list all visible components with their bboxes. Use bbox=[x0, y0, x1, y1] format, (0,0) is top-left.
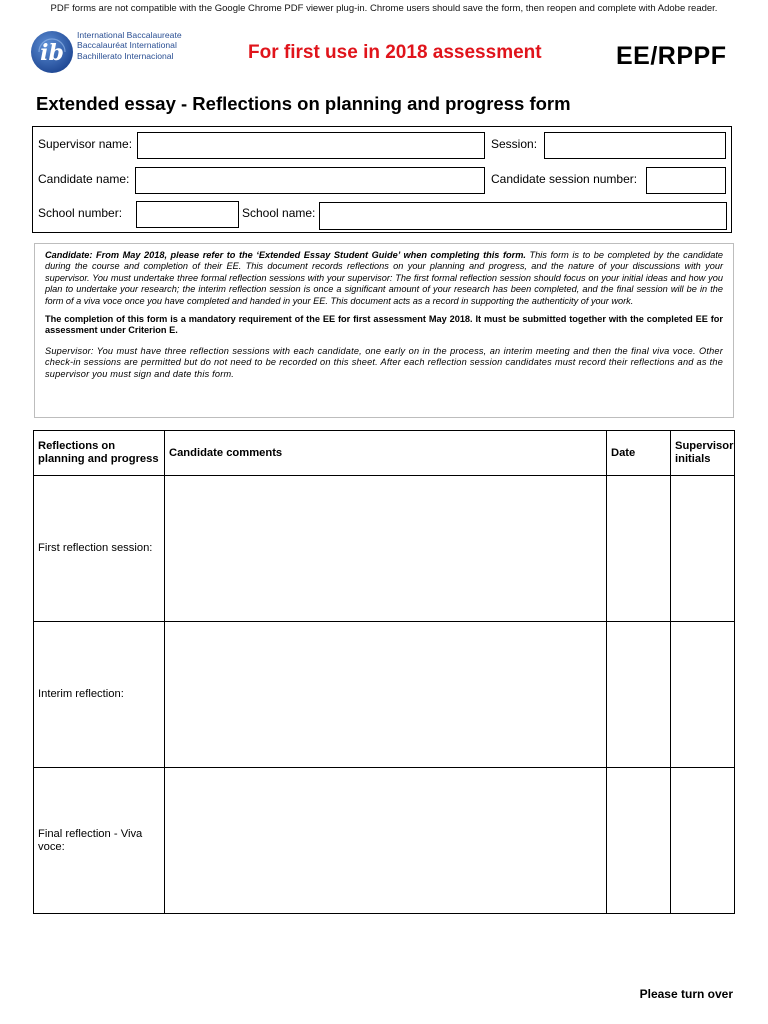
school-name-field[interactable] bbox=[319, 202, 727, 230]
school-number-label: School number: bbox=[38, 206, 123, 220]
supervisor-name-label: Supervisor name: bbox=[38, 137, 133, 151]
logo-line-1: International Baccalaureate bbox=[77, 30, 182, 40]
ib-logo bbox=[30, 28, 190, 76]
ib-logo-mark: ib bbox=[40, 40, 64, 66]
supervisor-name-field[interactable] bbox=[137, 132, 485, 159]
first-reflection-date-field[interactable] bbox=[607, 476, 671, 622]
table-row bbox=[34, 622, 735, 768]
final-reflection-comments-field[interactable] bbox=[165, 768, 607, 914]
first-reflection-comments-field[interactable] bbox=[165, 476, 607, 622]
logo-line-2: Baccalauréat International bbox=[77, 40, 177, 51]
first-use-banner: For first use in 2018 assessment bbox=[248, 42, 542, 63]
ib-logo-icon bbox=[30, 28, 78, 76]
session-label: Session: bbox=[491, 137, 538, 151]
final-reflection-initials-field[interactable] bbox=[671, 768, 735, 914]
pdf-compatibility-notice: PDF forms are not compatible with the Google Chrome PDF viewer plug-in. Chrome users should save the form, then reopen and complete with Adobe reader. bbox=[50, 3, 718, 14]
candidate-instructions bbox=[45, 250, 723, 307]
candidate-instructions-lead: Candidate: From May 2018, please refer to the ‘Extended Essay Student Guide’ when completing this form. bbox=[45, 250, 526, 260]
reflections-table bbox=[33, 430, 735, 914]
school-name-label: School name: bbox=[242, 206, 316, 220]
table-row bbox=[34, 476, 735, 622]
candidate-session-number-label: Candidate session number: bbox=[491, 172, 638, 186]
please-turn-over: Please turn over bbox=[639, 987, 733, 1001]
page-title: Extended essay - Reflections on planning and progress form bbox=[36, 93, 571, 114]
mandatory-requirement-text: The completion of this form is a mandatory requirement of the EE for first assessment May 2018. It must be submitted together with the completed EE for assessment under Criterion E. bbox=[45, 314, 723, 336]
interim-reflection-date-field[interactable] bbox=[607, 622, 671, 768]
form-code: EE/RPPF bbox=[616, 42, 727, 70]
session-field[interactable] bbox=[544, 132, 726, 159]
row-label-interim-reflection: Interim reflection: bbox=[34, 622, 165, 768]
logo-line-3: Bachillerato Internacional bbox=[77, 50, 174, 61]
header-reflections: Reflections on planning and progress bbox=[34, 431, 165, 476]
interim-reflection-initials-field[interactable] bbox=[671, 622, 735, 768]
school-number-field[interactable] bbox=[136, 201, 239, 228]
row-label-first-reflection: First reflection session: bbox=[34, 476, 165, 622]
supervisor-instructions: Supervisor: You must have three reflection sessions with each candidate, one early on in the process, an interim meeting and then the final viva voce. Other check-in sessions are permitted but do not need to be recorded on this sheet. After each reflection session candidates must record their reflections and as the supervisor you must sign and date this form. bbox=[45, 345, 723, 379]
table-header-row bbox=[34, 431, 735, 476]
candidate-instructions-body: This form is to be completed by the candidate during the course and completion of their EE. This document records reflections on your planning and progress, and the nature of your discussions with your supervisor. You must undertake three formal reflection sessions with your supervisor: The first formal reflection session should focus on your initial ideas and how you plan to undertake your research; the interim reflection session is once a significant amount of your research has been completed, and the final session will be in the form of a viva voce once you have completed and handed in your EE. This document acts as a record in supporting the authenticity of your work. bbox=[45, 250, 723, 306]
details-panel bbox=[32, 126, 732, 233]
first-reflection-initials-field[interactable] bbox=[671, 476, 735, 622]
final-reflection-date-field[interactable] bbox=[607, 768, 671, 914]
header-date: Date bbox=[607, 431, 671, 476]
row-label-final-reflection: Final reflection - Viva voce: bbox=[34, 768, 165, 914]
candidate-name-label: Candidate name: bbox=[38, 172, 130, 186]
interim-reflection-comments-field[interactable] bbox=[165, 622, 607, 768]
header-candidate-comments: Candidate comments bbox=[165, 431, 607, 476]
instructions-panel bbox=[34, 243, 734, 418]
header-supervisor-initials: Supervisor initials bbox=[671, 431, 735, 476]
table-row bbox=[34, 768, 735, 914]
candidate-name-field[interactable] bbox=[135, 167, 485, 194]
candidate-session-number-field[interactable] bbox=[646, 167, 726, 194]
